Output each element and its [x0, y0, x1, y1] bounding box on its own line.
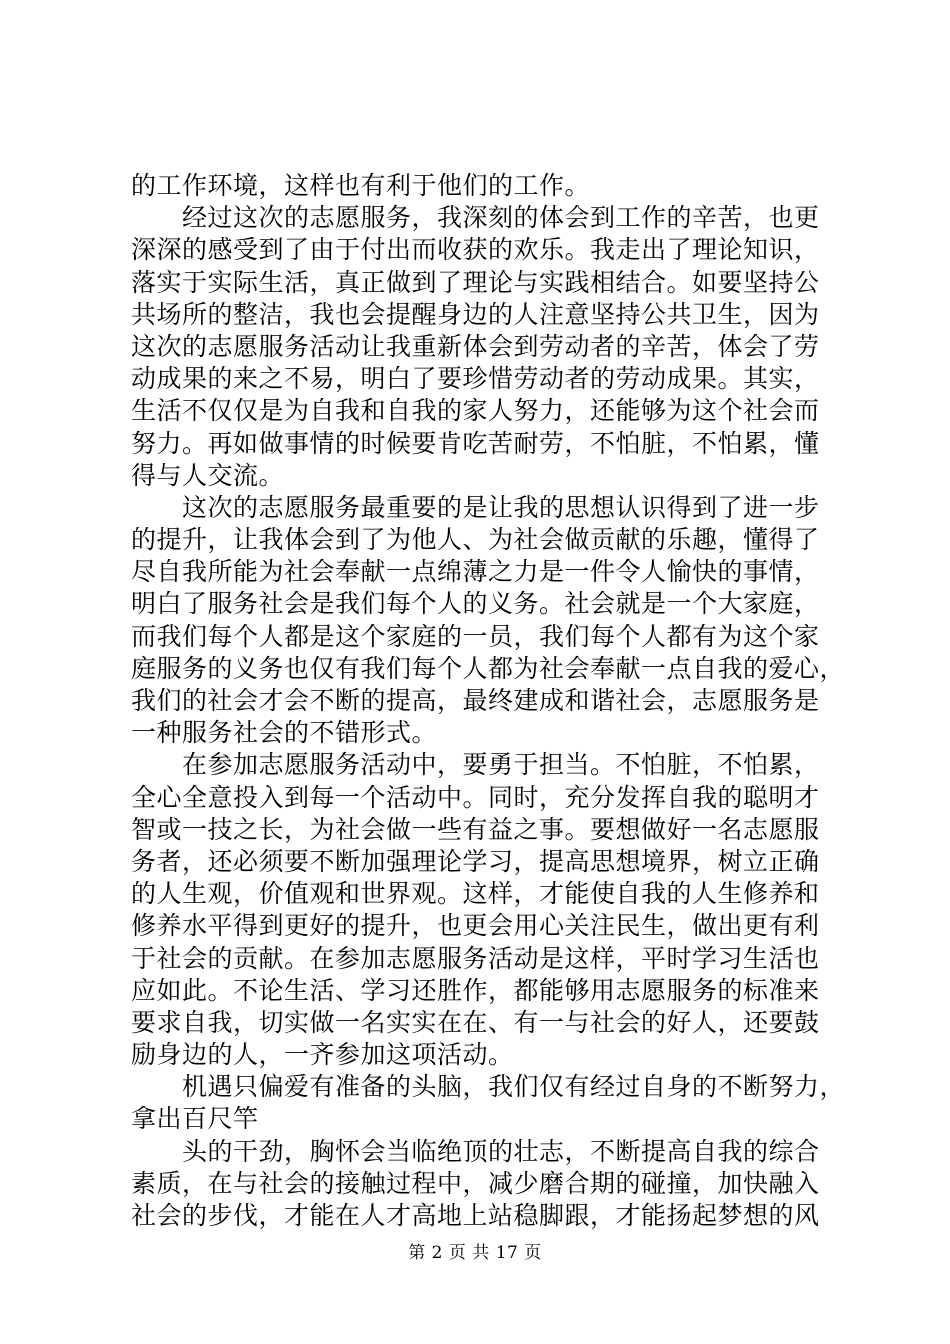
text-line: 的提升，让我体会到了为他人、为社会做贡献的乐趣，懂得了: [131, 525, 820, 555]
text-line: 素质，在与社会的接触过程中，减少磨合期的碰撞，加快融入: [131, 1168, 820, 1198]
text-line: 务者，还必须要不断加强理论学习，提高思想境界，树立正确: [131, 846, 820, 876]
text-line: 经过这次的志愿服务，我深刻的体会到工作的辛苦，也更: [131, 203, 820, 233]
text-line: 应如此。不论生活、学习还胜作，都能够用志愿服务的标准来: [131, 975, 820, 1005]
text-line: 而我们每个人都是这个家庭的一员，我们每个人都有为这个家: [131, 621, 820, 651]
text-line: 得与人交流。: [131, 460, 285, 490]
text-line: 机遇只偏爱有准备的头脑，我们仅有经过自身的不断努力，: [131, 1072, 846, 1102]
text-line: 头的干劲，胸怀会当临绝顶的壮志，不断提高自我的综合: [131, 1136, 820, 1166]
text-line: 励身边的人，一齐参加这项活动。: [131, 1040, 514, 1070]
text-line: 要求自我，切实做一名实实在在、有一与社会的好人，还要鼓: [131, 1007, 820, 1037]
text-line: 的人生观，价值观和世界观。这样，才能使自我的人生修养和: [131, 879, 820, 909]
text-line: 明白了服务社会是我们每个人的义务。社会就是一个大家庭，: [131, 589, 820, 619]
text-line: 在参加志愿服务活动中，要勇于担当。不怕脏，不怕累，: [131, 750, 820, 780]
text-line: 全心全意投入到每一个活动中。同时，充分发挥自我的聪明才: [131, 782, 820, 812]
text-line: 修养水平得到更好的提升，也更会用心关注民生，做出更有利: [131, 911, 820, 941]
text-line: 智或一技之长，为社会做一些有益之事。要想做好一名志愿服: [131, 814, 820, 844]
text-line: 尽自我所能为社会奉献一点绵薄之力是一件令人愉快的事情，: [131, 557, 820, 587]
text-line: 共场所的整洁，我也会提醒身边的人注意坚持公共卫生，因为: [131, 299, 820, 329]
text-line: 的工作环境，这样也有利于他们的工作。: [131, 171, 591, 200]
text-line: 这次的志愿服务活动让我重新体会到劳动者的辛苦，体会了劳: [131, 331, 820, 361]
text-line: 庭服务的义务也仅有我们每个人都为社会奉献一点自我的爱心，: [131, 653, 846, 683]
text-line: 于社会的贡献。在参加志愿服务活动是这样，平时学习生活也: [131, 943, 820, 973]
text-line: 深深的感受到了由于付出而收获的欢乐。我走出了理论知识，: [131, 235, 820, 265]
text-line: 我们的社会才会不断的提高，最终建成和谐社会，志愿服务是: [131, 686, 820, 715]
text-line: 生活不仅仅是为自我和自我的家人努力，还能够为这个社会而: [131, 396, 820, 426]
text-line: 一种服务社会的不错形式。: [131, 718, 438, 748]
text-line: 这次的志愿服务最重要的是让我的思想认识得到了进一步: [131, 492, 820, 522]
text-line: 落实于实际生活，真正做到了理论与实践相结合。如要坚持公: [131, 267, 820, 297]
page-number-footer: 第 2 页 共 17 页: [408, 1243, 542, 1263]
text-line: 努力。再如做事情的时候要肯吃苦耐劳，不怕脏，不怕累，懂: [131, 428, 820, 458]
body-text: [131, 170, 846, 1232]
text-line: 拿出百尺竿: [131, 1104, 259, 1134]
text-line: 社会的步伐，才能在人才高地上站稳脚跟，才能扬起梦想的风: [131, 1201, 820, 1230]
text-line: 动成果的来之不易，明白了要珍惜劳动者的劳动成果。其实，: [131, 364, 820, 394]
